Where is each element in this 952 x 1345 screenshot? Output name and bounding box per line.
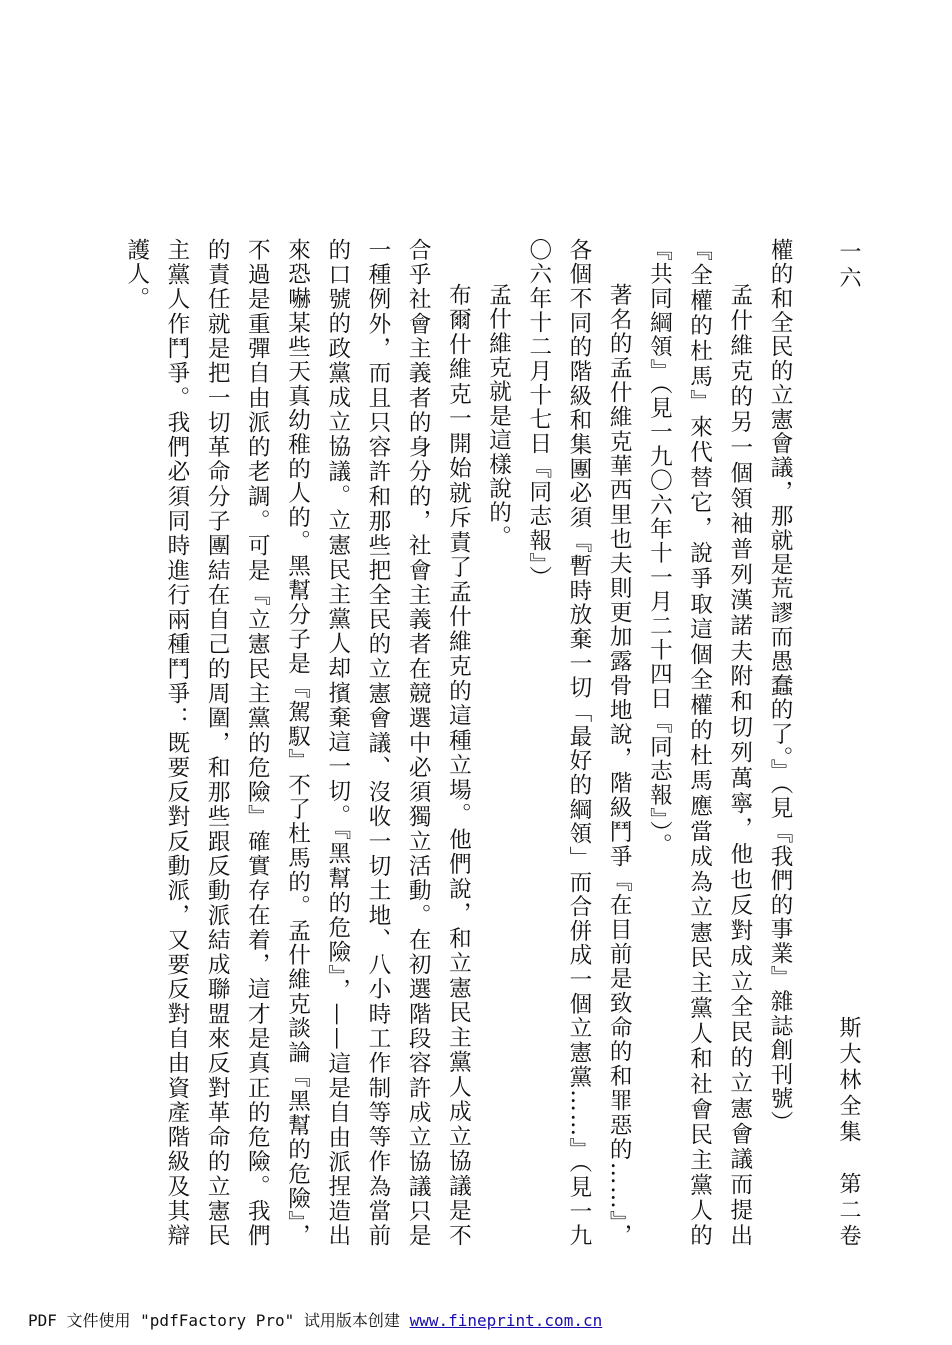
paragraph-3: 著名的孟什維克華西里也夫則更加露骨地說，階級鬥爭『在目前是致命的和罪惡的……』，各個不同的階級和集團必須『暫時放棄一切「最好的綱領」而合併成一個立憲黨……』（見一九〇六年十二月十七日『同志報』） bbox=[525, 238, 633, 1248]
paragraph-2: 孟什維克的另一個領袖普列漢諾夫附和切列萬寧，他也反對成立全民的立憲會議而提出『全權的杜馬』來代替它，說爭取這個全權的杜馬應當成為立憲民主黨人和社會民主黨人的『共同綱領』（見一九〇六年十一月二十四日『同志報』）。 bbox=[646, 238, 753, 1248]
page-number: 一六 bbox=[836, 240, 861, 292]
footer-notice: PDF 文件使用 "pdfFactory Pro" 试用版本创建 bbox=[28, 1311, 410, 1330]
paragraph-1: 權的和全民的立憲會議，那就是荒謬而愚蠢的了。』（見『我們的事業』雜誌創刊號） bbox=[767, 238, 793, 1135]
paragraph-5: 布爾什維克一開始就斥責了孟什維克的這種立場。他們說，和立憲民主黨人成立協議是不合乎社會主義者的身分的，社會主義者在競選中必須獨立活動。在初選階段容許成立協議只是一種例外，而且只容許和那些把全民的立憲會議、沒收一切土地、八小時工作制等等作為當前的口號的政黨成立協議。立憲民主黨人却擯棄這一切。『黑幫的危險』，——這是自由派捏造出來恐嚇某些天真幼稚的人的。黑幫分子是『駕馭』不了杜馬的。孟什維克談論『黑幫的危險』，不過是重彈自由派的老調。可是『立憲民主黨的危險』確實存在着，這才是真正的危險。我們的責任就是把一切革命分子團結在自己的周圍，和那些跟反動派結成聯盟來反對革命的立憲民主黨人作鬥爭。我們必須同時進行兩種鬥爭：既要反對反動派，又要反對自由資產階級及其辯護人。 bbox=[123, 238, 472, 1248]
running-header bbox=[828, 240, 868, 1250]
pdf-footer bbox=[28, 1308, 602, 1331]
footer-link[interactable]: www.fineprint.com.cn bbox=[409, 1311, 603, 1330]
paragraph-4: 孟什維克就是這樣說的。 bbox=[485, 283, 512, 550]
body-text bbox=[123, 238, 800, 1248]
book-title: 斯大林全集 第二卷 bbox=[836, 1016, 861, 1250]
